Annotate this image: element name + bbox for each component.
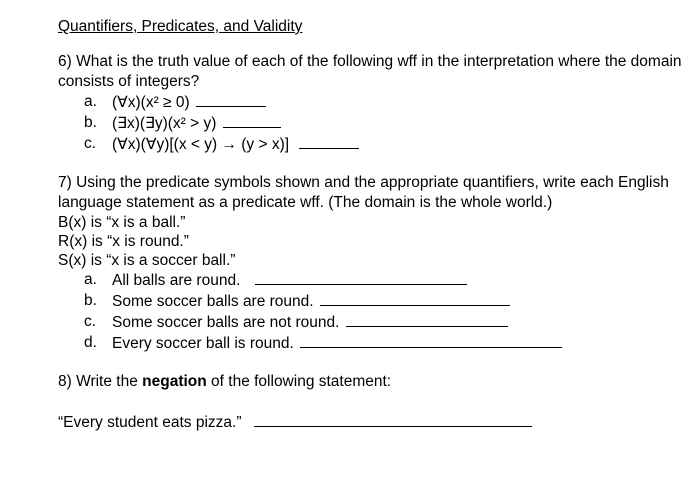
item-marker: a.: [84, 93, 97, 110]
question-8-prompt-bold: negation: [142, 373, 207, 390]
worksheet: [58, 16, 688, 433]
answer-blank[interactable]: [196, 92, 266, 107]
question-7-prompt: 7) Using the predicate symbols shown and the appropriate quantifiers, write each English language statement as a predicate wff. (The domain is the whole world.): [58, 174, 669, 211]
statement-text: Some soccer balls are round.: [112, 293, 314, 310]
answer-blank[interactable]: [299, 134, 359, 149]
item-marker: a.: [84, 271, 97, 288]
wff-text: (∀x)(x² ≥ 0): [112, 94, 190, 111]
answer-blank[interactable]: [320, 291, 510, 306]
answer-blank[interactable]: [300, 333, 562, 348]
predicate-b: B(x) is “x is a ball.”: [58, 214, 186, 231]
question-8-statement: “Every student eats pizza.”: [58, 414, 242, 431]
question-8-prompt: [58, 372, 688, 392]
worksheet-title: Quantifiers, Predicates, and Validity: [58, 18, 303, 35]
question-6-item-b: [58, 113, 688, 134]
question-7-item-c: [58, 312, 688, 333]
answer-blank[interactable]: [346, 312, 508, 327]
question-8: [58, 372, 688, 433]
answer-blank[interactable]: [254, 412, 532, 427]
question-7-item-a: [58, 270, 688, 291]
question-8-prompt-after: of the following statement:: [206, 373, 392, 390]
wff-text: (∀x)(∀y)[(x < y) → (y > x)]: [112, 136, 290, 153]
statement-text: All balls are round.: [112, 272, 241, 289]
item-marker: b.: [84, 114, 97, 131]
predicate-r: R(x) is “x is round.”: [58, 233, 189, 250]
answer-blank[interactable]: [255, 270, 467, 285]
question-6-item-c: [58, 134, 688, 155]
question-6-items: [58, 92, 688, 155]
statement-text: Every soccer ball is round.: [112, 335, 294, 352]
item-marker: c.: [84, 135, 97, 152]
question-6: [58, 52, 688, 155]
question-7-items: [58, 270, 688, 354]
question-7: [58, 173, 688, 354]
statement-text: Some soccer balls are not round.: [112, 314, 340, 331]
answer-blank[interactable]: [223, 113, 281, 128]
question-7-item-b: [58, 291, 688, 312]
item-marker: c.: [84, 313, 97, 330]
predicate-s: S(x) is “x is a soccer ball.”: [58, 252, 236, 269]
question-8-statement-line: [58, 412, 688, 433]
question-6-prompt: 6) What is the truth value of each of the following wff in the interpretation where the domain consists of integers?: [58, 53, 682, 90]
question-8-prompt-before: 8) Write the: [58, 373, 143, 390]
item-marker: b.: [84, 292, 97, 309]
question-6-item-a: [58, 92, 688, 113]
wff-text: (∃x)(∃y)(x² > y): [112, 115, 217, 132]
item-marker: d.: [84, 334, 97, 351]
question-7-item-d: [58, 333, 688, 354]
